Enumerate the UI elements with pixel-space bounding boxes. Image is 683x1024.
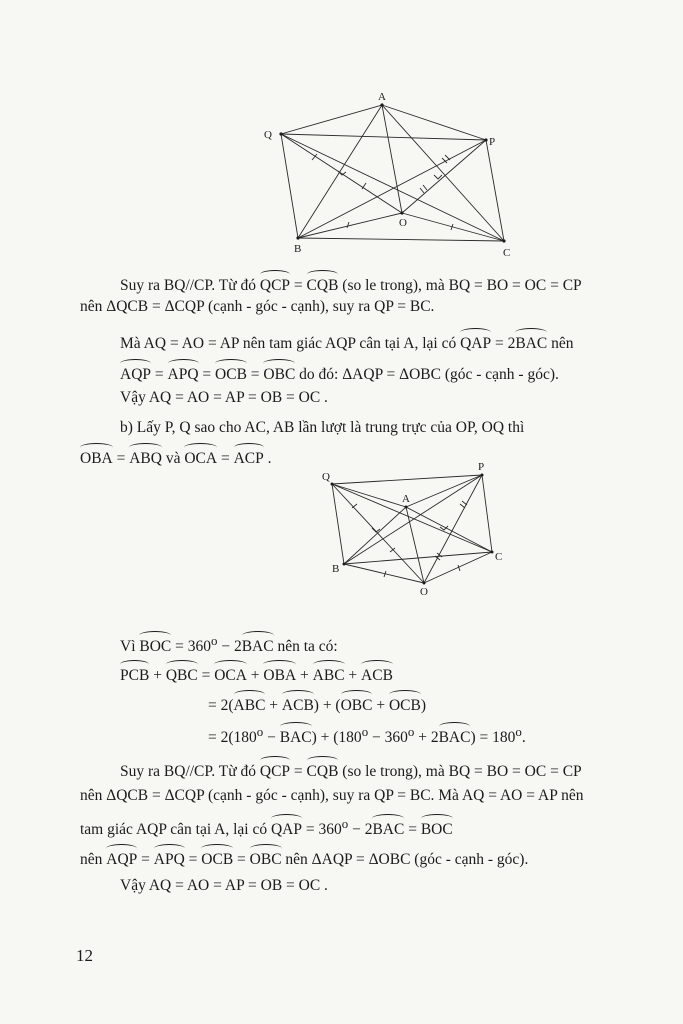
point-label-c: C bbox=[495, 551, 503, 563]
figure-1 bbox=[262, 88, 522, 263]
text-line: nên AQP = APQ = OCB = OBC nên ΔAQP = ΔOBC (góc - cạnh - góc). bbox=[80, 846, 652, 870]
text-line: Vì BOC = $360^o - 2BAC$ nên ta có: bbox=[120, 633, 338, 656]
point-label-o: O bbox=[420, 586, 428, 598]
text-line: = 2(ABC + ACB) + (OBC + OCB) bbox=[208, 692, 648, 716]
text-line: tam giác AQP cân tại A, lại có QAP = $360^o - 2BAC$ = BOC bbox=[80, 816, 453, 839]
text-line: Vậy AQ = AO = AP = OB = OC . bbox=[120, 877, 328, 894]
text-line: b) Lấy P, Q sao cho AC, AB lần lượt là trung trực của OP, OQ thì bbox=[120, 419, 525, 436]
point-label-b: B bbox=[294, 243, 302, 255]
page-number: 12 bbox=[76, 946, 93, 965]
point-label-a: A bbox=[378, 91, 386, 103]
point-label-a: A bbox=[402, 493, 410, 505]
text-line: Suy ra BQ//CP. Từ đó QCP = CQB (so le trong), mà BQ = BO = OC = CP bbox=[120, 758, 652, 782]
text-line: nên ΔQCB = ΔCQP (cạnh - góc - cạnh), suy ra QP = BC. bbox=[80, 298, 435, 315]
point-label-p: P bbox=[489, 136, 496, 148]
text-line: Suy ra BQ//CP. Từ đó QCP = CQB (so le trong), mà BQ = BO = OC = CP bbox=[120, 272, 652, 296]
text-line: AQP = APQ = OCB = OBC do đó: ΔAQP = ΔOBC (góc - cạnh - góc). bbox=[120, 361, 652, 385]
text-line: PCB + QBC = OCA + OBA + ABC + ACB bbox=[120, 662, 652, 686]
point-label-c: C bbox=[503, 247, 511, 259]
figure-2 bbox=[320, 460, 520, 600]
figure-2-diagram bbox=[320, 460, 520, 600]
text-line: = $2(180^o - BAC) + (180^o - 360^o + 2BAC) = 180^o$. bbox=[208, 724, 526, 747]
text-line: Vậy AQ = AO = AP = OB = OC . bbox=[120, 389, 328, 406]
point-label-q: Q bbox=[264, 129, 272, 141]
point-label-p: P bbox=[478, 461, 485, 473]
point-label-b: B bbox=[332, 563, 340, 575]
text-line: OBA = ABQ và OCA = ACP . bbox=[80, 445, 652, 469]
text-line: nên ΔQCB = ΔCQP (cạnh - góc - cạnh), suy ra QP = BC. Mà AQ = AO = AP nên bbox=[80, 787, 584, 804]
point-label-q: Q bbox=[322, 471, 330, 483]
text-line: Mà AQ = AO = AP nên tam giác AQP cân tại A, lại có QAP = 2BAC nên bbox=[120, 330, 652, 354]
point-label-o: O bbox=[399, 217, 407, 229]
figure-1-diagram bbox=[262, 88, 522, 263]
